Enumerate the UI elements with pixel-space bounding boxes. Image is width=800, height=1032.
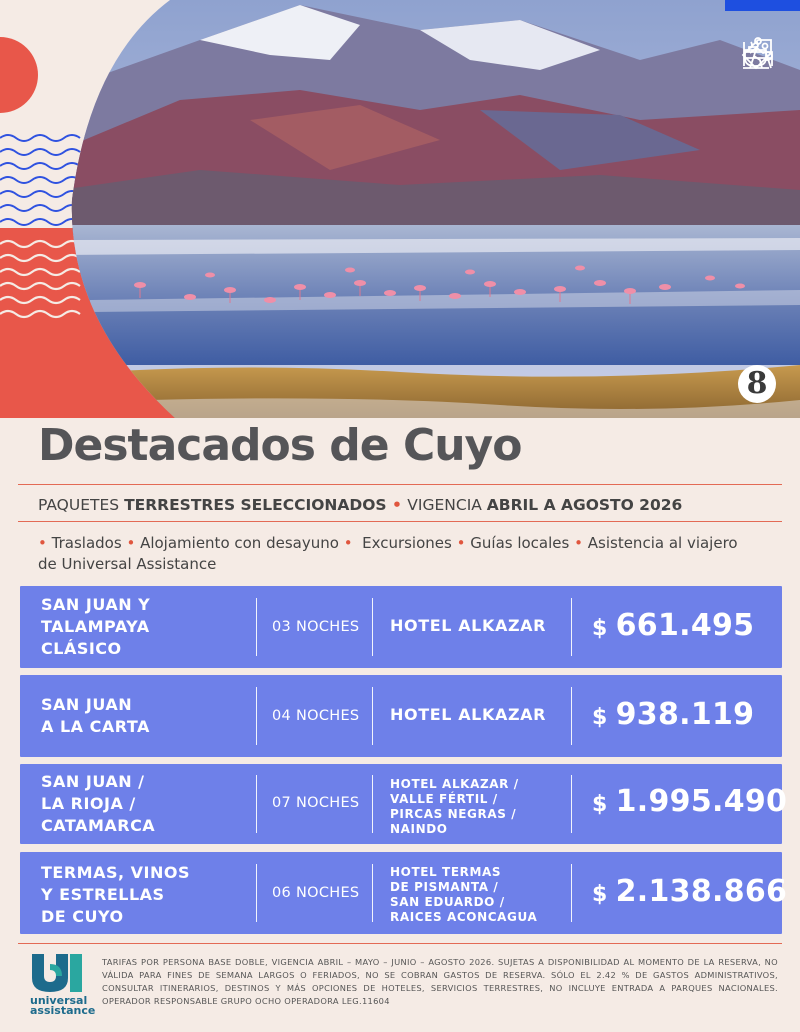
package-row — [20, 852, 788, 934]
package-row — [20, 586, 782, 668]
tag-icon — [740, 36, 776, 72]
package-hotel: HOTEL TERMAS DE PISMANTA / SAN EDUARDO / RAICES ACONCAGUA — [390, 865, 538, 924]
package-nights: 03 NOCHES — [272, 619, 360, 635]
divider — [571, 864, 572, 922]
divider — [256, 687, 257, 745]
brand-badge: 8 — [738, 365, 776, 403]
price-value: 938.119 — [615, 697, 755, 732]
subtitle-validity-label: VIGENCIA — [407, 496, 487, 514]
package-price — [592, 608, 754, 643]
feature-item: Alojamiento con desayuno — [140, 534, 339, 552]
currency-symbol: $ — [592, 792, 608, 817]
package-row — [20, 675, 782, 757]
subtitle-validity: ABRIL A AGOSTO 2026 — [486, 496, 683, 514]
fine-print: TARIFAS POR PERSONA BASE DOBLE, VIGENCIA ABRIL – MAYO – JUNIO – AGOSTO 2026. SUJETAS A DISPONIBILIDAD AL MOMENTO DE LA RESERVA, NO VÁLIDA PARA FINES DE SEMANA LARGOS O FERIADOS, NO SE COBRAN GASTOS DE RESERVA. SÓLO EL 2.42 % DE GASTOS ADMINISTRATIVOS, CONSULTAR ITINERARIOS, DESTINOS Y MÁS OPCIONES DE HOTELES, SERVICIOS TERRESTRES, NO INCLUYE ENTRADA A PARQUES NACIONALES. OPERADOR RESPONSABLE GRUPO OCHO OPERADORA LEG.11604 — [102, 957, 778, 1006]
divider — [18, 521, 782, 522]
package-price — [592, 784, 787, 819]
divider — [571, 687, 572, 745]
logo-text-line2: assistance — [30, 1004, 96, 1017]
package-nights: 06 NOCHES — [272, 885, 360, 901]
subtitle — [38, 496, 682, 514]
feature-item: Excursiones — [362, 534, 452, 552]
divider — [18, 943, 782, 944]
package-hotel: HOTEL ALKAZAR / VALLE FÉRTIL / PIRCAS NEGRAS / NAINDO — [390, 777, 519, 836]
feature-tail: de Universal Assistance — [38, 555, 217, 573]
divider — [256, 598, 257, 656]
wave-lines — [0, 135, 80, 225]
package-name: SAN JUAN / LA RIOJA / CATAMARCA — [41, 772, 156, 835]
divider — [372, 864, 373, 922]
subtitle-separator: • — [386, 496, 408, 514]
package-name: SAN JUAN Y TALAMPAYA CLÁSICO — [41, 595, 151, 658]
page-title: Destacados de Cuyo — [38, 420, 522, 471]
package-nights: 07 NOCHES — [272, 795, 360, 811]
accent-bar — [725, 0, 800, 11]
price-value: 1.995.490 — [615, 784, 788, 819]
hero-illustration — [0, 0, 800, 418]
feature-item: Asistencia al viajero — [587, 534, 738, 552]
package-hotel: HOTEL ALKAZAR — [390, 705, 547, 724]
subtitle-highlight: TERRESTRES SELECCIONADOS — [124, 496, 387, 514]
divider — [256, 775, 257, 833]
package-name: TERMAS, VINOS Y ESTRELLAS DE CUYO — [41, 863, 190, 926]
divider — [372, 598, 373, 656]
coral-circle — [0, 37, 38, 113]
price-value: 661.495 — [615, 608, 755, 643]
package-row — [20, 764, 788, 844]
logo-mark — [30, 952, 88, 992]
currency-symbol: $ — [592, 882, 608, 907]
divider — [571, 598, 572, 656]
feature-item: Traslados — [51, 534, 122, 552]
divider — [18, 484, 782, 485]
currency-symbol: $ — [592, 705, 608, 730]
subtitle-prefix: PAQUETES — [38, 496, 125, 514]
hero-photo — [0, 0, 800, 418]
price-value: 2.138.866 — [615, 874, 788, 909]
currency-symbol: $ — [592, 616, 608, 641]
package-nights: 04 NOCHES — [272, 708, 360, 724]
divider — [571, 775, 572, 833]
feature-item: Guías locales — [470, 534, 570, 552]
package-price — [592, 874, 787, 909]
features-list: • Traslados • Alojamiento con desayuno • Excursiones • Guías locales • Asistencia al viajero de Universal Assistance — [38, 534, 738, 573]
universal-assistance-logo — [30, 952, 96, 1017]
divider — [372, 687, 373, 745]
divider — [256, 864, 257, 922]
divider — [372, 775, 373, 833]
logo-text-line1: universal — [30, 994, 88, 1007]
package-price — [592, 697, 754, 732]
package-name: SAN JUAN A LA CARTA — [41, 695, 150, 736]
package-hotel: HOTEL ALKAZAR — [390, 616, 547, 635]
hero-banner — [0, 0, 800, 418]
